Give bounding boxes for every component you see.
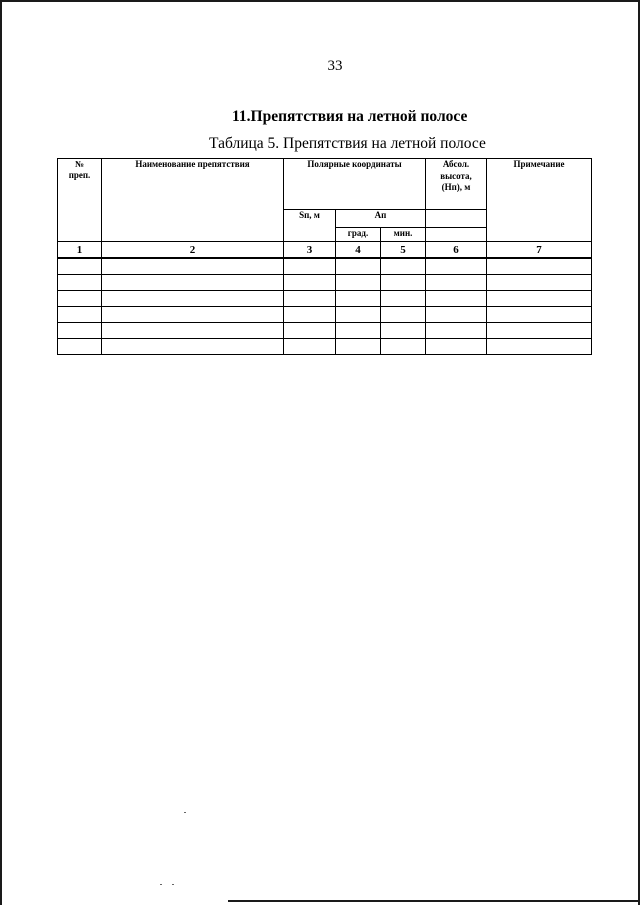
table-cell [58, 275, 102, 291]
page-number: 33 [327, 58, 343, 74]
column-number: 7 [487, 242, 592, 259]
table-cell [102, 258, 284, 275]
table-cell [426, 339, 487, 355]
column-number: 2 [102, 242, 284, 259]
header-minutes: мин. [381, 228, 426, 242]
obstacles-table [57, 158, 592, 355]
table-cell [58, 258, 102, 275]
table-cell [284, 307, 336, 323]
table-cell [487, 258, 592, 275]
table-cell [284, 339, 336, 355]
header-abs-empty-2 [426, 228, 487, 242]
table-cell [284, 258, 336, 275]
table-cell [336, 291, 381, 307]
table-cell [102, 339, 284, 355]
table-cell [336, 339, 381, 355]
column-number-row [58, 242, 592, 259]
header-abs-line-3: (Нп), м [441, 182, 471, 192]
table-cell [284, 323, 336, 339]
table-row [58, 307, 592, 323]
header-absolute-height [426, 159, 487, 210]
table-caption: Таблица 5. Препятствия на летной полосе [209, 135, 486, 152]
table-cell [487, 275, 592, 291]
scan-bottom-edge [228, 900, 640, 902]
table-cell [381, 275, 426, 291]
header-distance: Sп, м [284, 210, 336, 242]
table-cell [381, 307, 426, 323]
table-cell [102, 323, 284, 339]
header-abs-empty-1 [426, 210, 487, 228]
header-number-abbr: преп. [68, 170, 91, 180]
header-number-sign: № [74, 159, 85, 169]
column-number: 6 [426, 242, 487, 259]
header-abs-line-2: высота, [440, 170, 472, 181]
table-cell [336, 275, 381, 291]
table-cell [102, 275, 284, 291]
scan-speck [172, 884, 174, 885]
table-cell [487, 339, 592, 355]
section-heading: 11.Препятствия на летной полосе [232, 108, 468, 125]
table-cell [426, 258, 487, 275]
table-cell [426, 307, 487, 323]
table-cell [102, 307, 284, 323]
column-number: 3 [284, 242, 336, 259]
header-abs-line-1: Абсол. [442, 159, 470, 169]
header-degrees: град. [336, 228, 381, 242]
table-row [58, 291, 592, 307]
header-polar-coordinates: Полярные координаты [284, 159, 426, 210]
table-cell [426, 275, 487, 291]
table-cell [381, 323, 426, 339]
table-row [58, 323, 592, 339]
table-cell [336, 307, 381, 323]
table-cell [487, 323, 592, 339]
header-azimuth: Ап [336, 210, 426, 228]
column-number: 5 [381, 242, 426, 259]
table-cell [58, 323, 102, 339]
table-cell [487, 307, 592, 323]
header-obstacle-name: Наименование препятствия [102, 159, 284, 242]
table-cell [284, 275, 336, 291]
header-note: Примечание [487, 159, 592, 242]
table-row [58, 339, 592, 355]
table-cell [102, 291, 284, 307]
table-cell [487, 291, 592, 307]
header-obstacle-number [58, 159, 102, 242]
table-cell [381, 339, 426, 355]
column-number: 1 [58, 242, 102, 259]
table-cell [426, 323, 487, 339]
table-cell [336, 323, 381, 339]
table-cell [381, 258, 426, 275]
table-cell [58, 307, 102, 323]
table-row [58, 258, 592, 275]
scan-speck [184, 812, 186, 813]
column-number: 4 [336, 242, 381, 259]
table-cell [381, 291, 426, 307]
table-cell [284, 291, 336, 307]
table-cell [426, 291, 487, 307]
table-cell [58, 291, 102, 307]
table-cell [58, 339, 102, 355]
table-cell [336, 258, 381, 275]
scan-speck [160, 884, 162, 885]
table-row [58, 275, 592, 291]
